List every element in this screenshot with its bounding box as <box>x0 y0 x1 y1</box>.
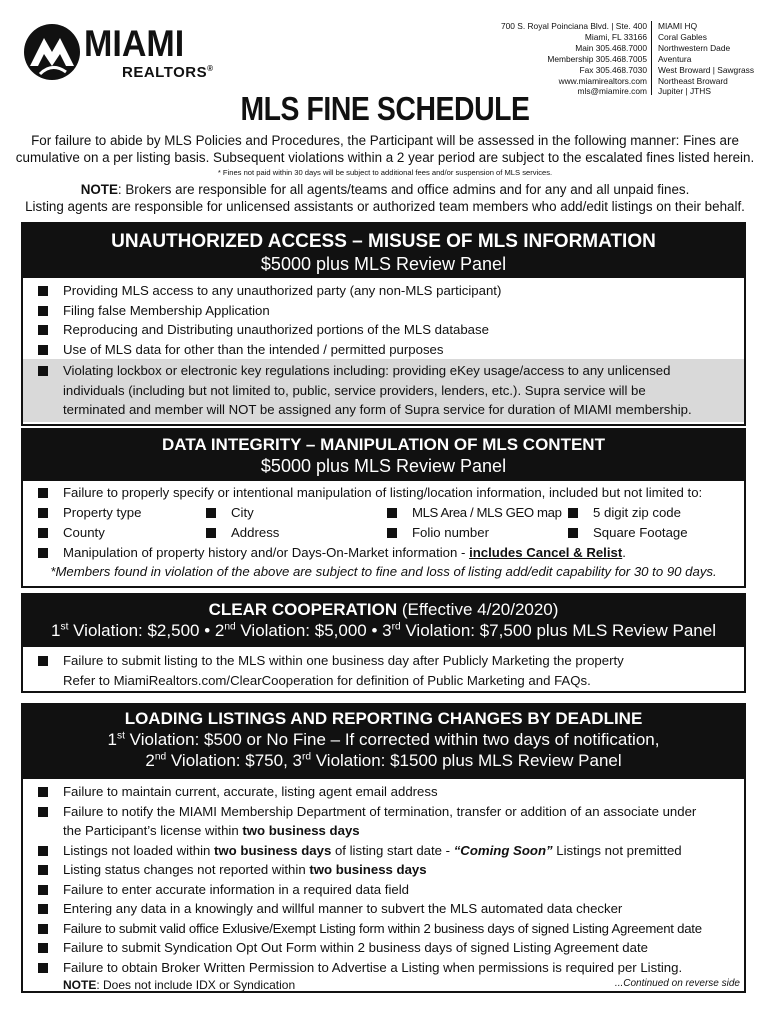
list-item: Failure to notify the MIAMI Membership Department of termination, transfer or addition of an associate under the Participant’s license within two business days <box>23 802 744 841</box>
field-item: Square Footage <box>593 523 688 543</box>
address-line: Miami, FL 33166 <box>584 31 647 42</box>
address-block <box>480 21 647 97</box>
intro-line: For failure to abide by MLS Policies and Procedures, the Participant will be assessed in the following manner: Fines are <box>31 133 739 148</box>
agent-note: Listing agents are responsible for unlicensed assistants or authorized team members who add/edit listings on their behalf. <box>25 199 745 214</box>
section-fine: 1st Violation: $2,500 • 2nd Violation: $5,000 • 3rd Violation: $7,500 plus MLS Review Panel <box>51 621 716 640</box>
section-fine: 2nd Violation: $750, 3rd Violation: $1500 plus MLS Review Panel <box>145 751 622 770</box>
field-item: Address <box>231 523 279 543</box>
note-text: : Brokers are responsible for all agents/teams and office admins and for any and all unpaid fines. <box>117 182 690 197</box>
intro-line: cumulative on a per listing basis. Subsequent violations within a 2 year period are subject to the escalated fines listed herein. <box>15 150 755 165</box>
broker-note <box>10 181 760 198</box>
email-link[interactable]: mls@miamire.com <box>577 86 647 97</box>
logo-subtitle: REALTORS® <box>122 64 214 81</box>
section-footnote: *Members found in violation of the above are subject to fine and loss of listing add/edit capability for 30 to 90 days. <box>50 564 717 579</box>
continued-note: ...Continued on reverse side <box>614 978 740 989</box>
logo-wordmark: MIAMI <box>84 23 185 64</box>
section-header <box>23 705 744 779</box>
list-item: Failure to submit listing to the MLS within one business day after Publicly Marketing the property Refer to MiamiRealtors.com/ClearCooperation for definition of Public Marketing and FAQs. <box>23 651 744 690</box>
bullet-square-icon <box>38 345 48 355</box>
bullet-square-icon <box>206 508 216 518</box>
list-item: Listing status changes not reported within two business days <box>23 860 744 880</box>
bullet-square-icon <box>206 528 216 538</box>
bullet-square-icon <box>38 904 48 914</box>
section-header <box>23 430 744 481</box>
section-fine: $5000 plus MLS Review Panel <box>260 456 507 476</box>
bullet-square-icon <box>38 548 48 558</box>
list-item: Reproducing and Distributing unauthorized portions of the MLS database <box>23 320 744 340</box>
idx-note: NOTE: Does not include IDX or Syndication <box>63 978 296 992</box>
bullet-list <box>23 481 744 581</box>
section-fine: $5000 plus MLS Review Panel <box>260 254 507 274</box>
office-item: West Broward | Sawgrass <box>658 64 755 75</box>
bullet-square-icon <box>568 508 578 518</box>
fine-note: * Fines not paid within 30 days will be subject to additional fees and/or suspension of MLS services. <box>217 168 553 177</box>
field-item: 5 digit zip code <box>593 503 681 523</box>
list-item: Failure to properly specify or intentional manipulation of listing/location information, included but not limited to: <box>23 483 744 503</box>
list-item: Use of MLS data for other than the intended / permitted purposes <box>23 340 744 360</box>
bullet-square-icon <box>38 807 48 817</box>
office-item: Northwestern Dade <box>658 42 731 53</box>
bullet-square-icon <box>568 528 578 538</box>
bullet-square-icon <box>387 508 397 518</box>
list-item: Providing MLS access to any unauthorized party (any non-MLS participant) <box>23 281 744 301</box>
bullet-square-icon <box>38 885 48 895</box>
list-item: Failure to maintain current, accurate, listing agent email address <box>23 782 744 802</box>
section-loading-listings <box>21 703 746 993</box>
highlighted-list-item: Violating lockbox or electronic key regulations including: providing eKey usage/access to any unlicensed individuals (including but not limited to, public, service providers, lenders, etc.). Supra service will be terminated and member will NOT be assigned any form of Supra service for duration of MIAMI membership. <box>23 359 744 422</box>
office-item: MIAMI HQ <box>658 21 698 31</box>
logo-mark-icon <box>22 22 82 82</box>
offices-list <box>651 21 770 95</box>
field-grid-row <box>23 503 744 523</box>
website-link[interactable]: www.miamirealtors.com <box>558 75 647 86</box>
field-item: City <box>231 503 254 523</box>
field-item: MLS Area / MLS GEO map <box>412 503 562 523</box>
section-fine: 1st Violation: $500 or No Fine – If corrected within two days of notification, <box>107 730 660 749</box>
section-clear-cooperation <box>21 593 746 693</box>
list-item: Failure to enter accurate information in a required data field <box>23 880 744 900</box>
bullet-square-icon <box>38 787 48 797</box>
list-item: Manipulation of property history and/or Days-On-Market information - includes Cancel & Relist. <box>23 543 744 563</box>
miami-realtors-logo <box>22 22 218 86</box>
address-line: Fax 305.468.7030 <box>579 64 647 75</box>
bullet-square-icon <box>38 846 48 856</box>
bullet-square-icon <box>38 286 48 296</box>
bullet-list <box>23 647 744 690</box>
bullet-list <box>23 278 744 422</box>
address-line: Main 305.468.7000 <box>575 42 647 53</box>
bullet-square-icon <box>38 366 48 376</box>
office-item: Northeast Broward <box>658 75 728 86</box>
field-grid-row <box>23 523 744 543</box>
office-item: Coral Gables <box>658 31 707 42</box>
office-item: Jupiter | JTHS <box>658 86 711 97</box>
address-line: 700 S. Royal Poinciana Blvd. | Ste. 400 <box>500 21 647 31</box>
bullet-square-icon <box>38 528 48 538</box>
list-item: Failure to obtain Broker Written Permission to Advertise a Listing when permissions is required per Listing. <box>23 958 744 978</box>
cancel-relist-emphasis: includes Cancel & Relist <box>469 544 623 560</box>
note-label: NOTE <box>80 182 118 197</box>
section-header <box>23 224 744 278</box>
section-title: DATA INTEGRITY – MANIPULATION OF MLS CONTENT <box>162 435 605 454</box>
bullet-square-icon <box>38 325 48 335</box>
list-item: Filing false Membership Application <box>23 301 744 321</box>
bullet-list <box>23 779 744 993</box>
list-item: Entering any data in a knowingly and willful manner to subvert the MLS automated data checker <box>23 899 744 919</box>
field-item: County <box>63 523 105 543</box>
section-unauthorized-access <box>21 222 746 426</box>
section-title: CLEAR COOPERATION (Effective 4/20/2020) <box>208 600 559 619</box>
list-item: Failure to submit valid office Exlusive/Exempt Listing form within 2 business days of signed Listing Agreement date <box>23 919 744 939</box>
clear-cooperation-link[interactable]: Refer to MiamiRealtors.com/ClearCooperation for definition of Public Marketing and FAQs. <box>63 672 591 688</box>
section-data-integrity <box>21 428 746 588</box>
bullet-square-icon <box>38 865 48 875</box>
field-item: Property type <box>63 503 141 523</box>
bullet-square-icon <box>38 306 48 316</box>
list-item: Listings not loaded within two business days of listing start date - “Coming Soon” Listings not premitted <box>23 841 744 861</box>
bullet-square-icon <box>387 528 397 538</box>
page-title: MLS FINE SCHEDULE <box>240 90 530 127</box>
section-title: UNAUTHORIZED ACCESS – MISUSE OF MLS INFORMATION <box>111 231 656 252</box>
bullet-square-icon <box>38 488 48 498</box>
section-header <box>23 595 744 647</box>
section-title: LOADING LISTINGS AND REPORTING CHANGES BY DEADLINE <box>124 709 643 728</box>
bullet-square-icon <box>38 508 48 518</box>
bullet-square-icon <box>38 924 48 934</box>
bullet-square-icon <box>38 963 48 973</box>
office-item: Aventura <box>658 53 692 64</box>
field-item: Folio number <box>412 523 489 543</box>
bullet-square-icon <box>38 656 48 666</box>
bullet-square-icon <box>38 943 48 953</box>
list-item: Failure to submit Syndication Opt Out Form within 2 business days of signed Listing Agreement date <box>23 938 744 958</box>
address-line: Membership 305.468.7005 <box>547 53 647 64</box>
